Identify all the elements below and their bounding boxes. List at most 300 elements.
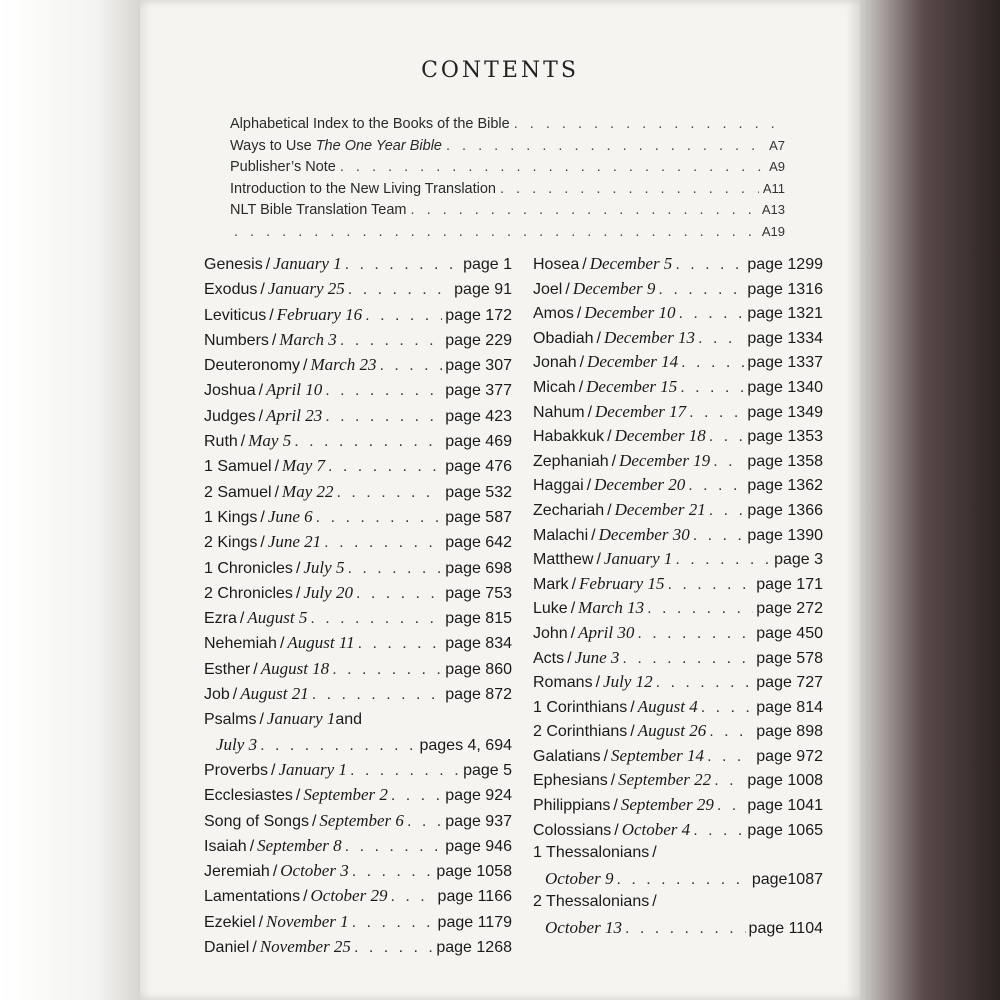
contents-row [533,623,823,648]
reading-date: December 18 [614,426,706,446]
page-number: page 1299 [747,256,823,273]
leader-dots [348,281,451,299]
leader-dots [390,888,434,906]
book-name: Lamentations [204,888,301,906]
page-number: page 1366 [747,501,823,519]
leader-dots [345,256,460,274]
page-number: page 1362 [747,477,823,495]
page-number: page 171 [756,575,823,593]
book-name: Nahum [533,403,585,421]
reading-date: August 4 [637,696,698,716]
separator: / [611,452,617,470]
contents-row [533,574,823,599]
leader-dots [681,354,744,372]
page-number: page 1166 [437,888,512,906]
book-name: 2 Kings [204,534,258,552]
contents-row [533,303,823,328]
book-name: 1 Kings [204,508,258,526]
separator: / [570,624,576,642]
contents-row [533,549,823,574]
separator: / [591,526,596,544]
leader-dots [356,585,442,603]
separator: / [252,939,257,957]
leader-dots [680,379,744,397]
book-name: Luke [533,600,568,618]
book-name: Joshua [204,382,256,400]
leader-dots [698,330,744,348]
contents-row [204,355,512,380]
book-name: Romans [533,674,593,692]
page-number: page 469 [445,433,512,451]
reading-date: August 21 [240,684,309,704]
reading-date: August 26 [637,721,707,741]
contents-row [204,406,512,431]
front-matter-page: A19 [761,223,785,239]
book-name: Judges [204,407,256,425]
book-name: Zephaniah [533,452,609,470]
separator: / [652,844,657,862]
book-name: John [533,624,568,642]
reading-date: December 15 [586,376,678,396]
separator: / [260,281,265,299]
books-column-right [533,254,823,943]
book-name: 1 Thessalonians [533,844,650,862]
page-number: page 476 [445,458,512,476]
reading-date: September 14 [611,745,705,765]
separator: / [249,837,255,855]
separator: / [271,331,277,349]
contents-row [204,583,512,608]
book-name: Proverbs [204,761,269,779]
leader-dots [656,674,754,692]
leader-dots [407,813,442,831]
book-name: Ezra [204,610,237,628]
separator: / [578,378,584,396]
separator: / [607,428,612,446]
reading-date: January 25 [267,279,345,299]
separator: / [259,711,264,729]
leader-dots [713,453,744,471]
separator: / [582,256,587,273]
reading-date: July 3 [216,734,258,754]
separator: / [258,913,264,931]
page-number: page 532 [445,483,512,501]
separator: / [595,674,601,692]
leader-dots [340,332,442,350]
leader-dots [332,661,442,679]
separator: / [232,686,238,704]
page-number: page 578 [756,649,823,667]
date-suffix: and [335,711,363,729]
page-number: page 307 [445,357,512,375]
old-testament-column [204,254,512,962]
leader-dots [365,307,442,325]
separator: / [614,821,619,839]
book-name: Job [204,686,230,704]
page-number: page 377 [445,382,512,400]
page-number: page 946 [445,837,512,855]
front-matter-page: A13 [761,202,785,217]
separator: / [579,354,585,372]
contents-row [204,760,512,785]
page-number: page 1 [463,256,512,273]
page-number: page 1065 [747,821,823,839]
contents-row [204,861,512,886]
contents-row [533,598,823,623]
front-matter-list [230,116,785,245]
separator: / [239,610,245,628]
contents-row [204,305,512,330]
page-number: page1087 [751,870,823,888]
contents-row [204,886,512,911]
book-name: Numbers [204,331,269,349]
contents-row [533,770,823,795]
reading-date: October 4 [621,819,691,839]
reading-date: March 13 [578,598,645,618]
separator: / [295,787,301,805]
reading-date: November 1 [266,911,349,931]
contents-row [533,697,823,722]
leader-dots [337,484,443,502]
contents-row [204,279,512,304]
reading-date: January 1 [273,254,342,273]
book-name: Joel [533,280,563,298]
page-number: page 587 [445,508,512,526]
contents-row [204,937,512,962]
front-matter-label: Alphabetical Index to the Books of the Bible [230,116,510,132]
separator: / [567,649,572,667]
leader-dots [667,576,753,594]
page-number: page 814 [756,698,823,716]
book-name: 2 Thessalonians [533,893,650,911]
leader-dots [709,723,753,741]
book-name: Daniel [204,939,250,957]
reading-date: September 22 [618,770,712,790]
separator: / [570,600,576,618]
separator: / [613,797,618,815]
page-number: page 1058 [436,863,512,881]
book-name: Leviticus [204,306,267,324]
book-name: Psalms [204,711,257,729]
reading-date: March 3 [279,329,337,349]
leader-dots [234,224,758,240]
page-number: page 727 [756,674,823,692]
page-number: page 1358 [747,452,823,470]
page-number: page 1268 [436,939,512,957]
book-name: Micah [533,378,576,396]
contents-row [204,659,512,684]
separator: / [295,559,301,577]
contents-row [533,746,823,771]
book-name: Habakkuk [533,428,605,446]
book-name: Esther [204,660,251,678]
leader-dots [324,534,442,552]
separator: / [652,893,657,911]
leader-dots [345,838,443,856]
page-number: page 1104 [748,920,823,938]
page-number: page 229 [445,331,512,349]
leader-dots [709,428,745,446]
reading-date: January 1 [278,759,347,779]
separator: / [271,761,276,779]
leader-dots [693,822,744,840]
leader-dots [352,863,434,881]
leader-dots [340,159,765,175]
separator: / [258,382,264,400]
leader-dots [637,625,753,643]
reading-date: December 14 [587,352,679,372]
separator: / [260,508,265,526]
book-name: Ezekiel [204,913,256,931]
book-name: Zechariah [533,501,605,519]
contents-row [204,836,512,861]
leader-dots [325,408,442,426]
book-name: Deuteronomy [204,357,301,375]
page-number: page 834 [445,635,512,653]
leader-dots [616,871,748,889]
contents-row [204,684,512,709]
page-number: page 1321 [747,305,823,323]
page-number: page 924 [445,787,512,805]
book-name: 2 Chronicles [204,584,293,602]
book-name: Obadiah [533,329,594,347]
contents-row [533,869,823,894]
contents-row [533,475,823,500]
reading-date: December 10 [584,303,676,323]
book-name: Matthew [533,551,594,569]
reading-date: September 2 [303,785,388,805]
contents-row [204,456,512,481]
contents-row [533,918,823,943]
reading-date: January 1 [266,709,336,729]
book-name: Isaiah [204,837,247,855]
leader-dots [358,635,443,653]
page-number: page 3 [774,551,823,569]
page-number: page 91 [454,281,512,299]
contents-row [533,795,823,820]
contents-row [204,507,512,532]
reading-date: April 10 [266,380,323,400]
page-number: page 1316 [747,280,823,298]
leader-dots [701,699,754,717]
separator: / [295,584,301,602]
reading-date: June 6 [267,506,313,526]
contents-row [204,330,512,355]
page-number: page 1179 [437,913,512,931]
reading-date: February 16 [276,304,363,324]
reading-date: October 3 [280,861,349,881]
reading-date: November 25 [259,937,351,957]
separator: / [269,306,274,324]
separator: / [303,357,308,375]
contents-row [533,500,823,525]
book-name: Haggai [533,477,584,495]
reading-date: August 5 [247,608,308,628]
leader-dots [352,914,435,932]
book-name: Malachi [533,526,589,544]
leader-dots [379,357,442,375]
contents-row [533,525,823,550]
leader-dots [514,116,781,132]
contents-row [533,254,823,279]
separator: / [272,863,278,881]
reading-date: December 13 [603,327,696,347]
contents-page [140,0,860,1000]
page-number: page 642 [445,534,512,552]
book-name: Song of Songs [204,812,309,830]
book-name: Acts [533,649,565,667]
contents-row [533,721,823,746]
reading-date: June 3 [574,647,620,667]
page-number: page 1353 [747,428,823,446]
page-number: page 1337 [747,354,823,372]
leader-dots [411,202,758,218]
front-matter-item [230,224,785,246]
leader-dots [328,458,442,476]
contents-row [533,844,823,869]
leader-dots [391,787,442,805]
book-name: Hosea [533,256,580,273]
reading-date: December 19 [619,450,711,470]
leader-dots [622,650,753,668]
leader-dots [717,797,745,815]
reading-date: September 6 [319,810,404,830]
page-number: page 937 [445,812,512,830]
separator: / [630,723,635,741]
leader-dots [312,686,443,704]
leader-dots [647,600,753,618]
page-number: page 753 [445,584,512,602]
separator: / [596,551,601,569]
contents-row [533,328,823,353]
contents-row [204,431,512,456]
contents-row [533,820,823,845]
reading-date: September 29 [620,795,714,815]
book-name: Jonah [533,354,577,372]
reading-date: December 9 [572,278,656,298]
book-name: Mark [533,575,569,593]
leader-dots [678,305,744,323]
leader-dots [325,382,442,400]
separator: / [587,403,593,421]
leader-dots [446,138,765,154]
page-number: page 272 [756,600,823,618]
reading-date: December 20 [594,475,686,495]
reading-date: December 30 [598,524,690,544]
separator: / [603,747,609,765]
book-name: Amos [533,305,574,323]
page-number: page 172 [445,306,512,324]
reading-date: December 17 [595,401,687,421]
separator: / [303,888,308,906]
reading-date: April 30 [578,622,635,642]
front-matter-page: A9 [769,159,785,174]
page-number: page 972 [756,747,823,765]
leader-dots [310,610,442,628]
reading-date: July 20 [303,582,353,602]
contents-row [204,532,512,557]
separator: / [576,305,582,323]
separator: / [596,329,601,347]
front-matter-item [230,138,785,160]
separator: / [253,660,258,678]
front-matter-item [230,116,785,138]
separator: / [274,458,280,476]
reading-date: May 7 [282,456,326,476]
page-number: pages 4, 694 [419,736,512,754]
reading-date: October 9 [545,868,614,888]
book-name: Genesis [204,256,263,273]
contents-row [533,402,823,427]
contents-row [533,352,823,377]
book-name: Jeremiah [204,863,270,881]
page-number: page 1041 [747,797,823,815]
front-matter-item [230,181,785,203]
reading-date: January 1 [603,549,673,569]
reading-date: September 8 [257,835,342,855]
contents-row [204,811,512,836]
page-number: page 898 [756,723,823,741]
reading-date: July 12 [603,672,653,692]
page-number: page 872 [445,686,512,704]
leader-dots [625,920,746,938]
reading-date: October 13 [545,918,622,938]
left-margin [0,0,140,1000]
contents-row [533,279,823,304]
book-name: Ephesians [533,772,608,790]
leader-dots [500,181,759,197]
contents-row [204,380,512,405]
contents-row [204,558,512,583]
reading-date: May 5 [248,431,292,451]
contents-row [533,672,823,697]
separator: / [571,575,577,593]
page-number: page 1390 [747,526,823,544]
book-name: Ecclesiastes [204,787,293,805]
contents-row [204,608,512,633]
leader-dots [354,939,433,957]
page-number: page 1008 [747,772,823,790]
front-matter-item [230,202,785,224]
separator: / [279,635,285,653]
book-name: Ruth [204,433,238,451]
page-number: page 5 [463,761,512,779]
contents-row [533,426,823,451]
reading-date: August 11 [287,633,355,653]
reading-date: May 22 [282,481,334,501]
book-name: Nehemiah [204,635,277,653]
book-name: 1 Corinthians [533,698,628,716]
book-name: Colossians [533,821,612,839]
contents-row [204,785,512,810]
front-matter-item [230,159,785,181]
reading-date: June 21 [267,532,322,552]
book-name: 2 Samuel [204,483,272,501]
front-matter-page: A11 [762,180,785,196]
front-matter-page: A7 [769,137,785,153]
leader-dots [707,748,753,766]
reading-date: December 5 [589,254,673,273]
reading-date: December 21 [614,499,706,519]
leader-dots [675,256,744,274]
page-number: page 450 [756,624,823,642]
contents-row [533,893,823,918]
book-name: Galatians [533,747,601,765]
separator: / [610,772,616,790]
separator: / [274,483,280,501]
separator: / [240,433,246,451]
separator: / [311,812,317,830]
